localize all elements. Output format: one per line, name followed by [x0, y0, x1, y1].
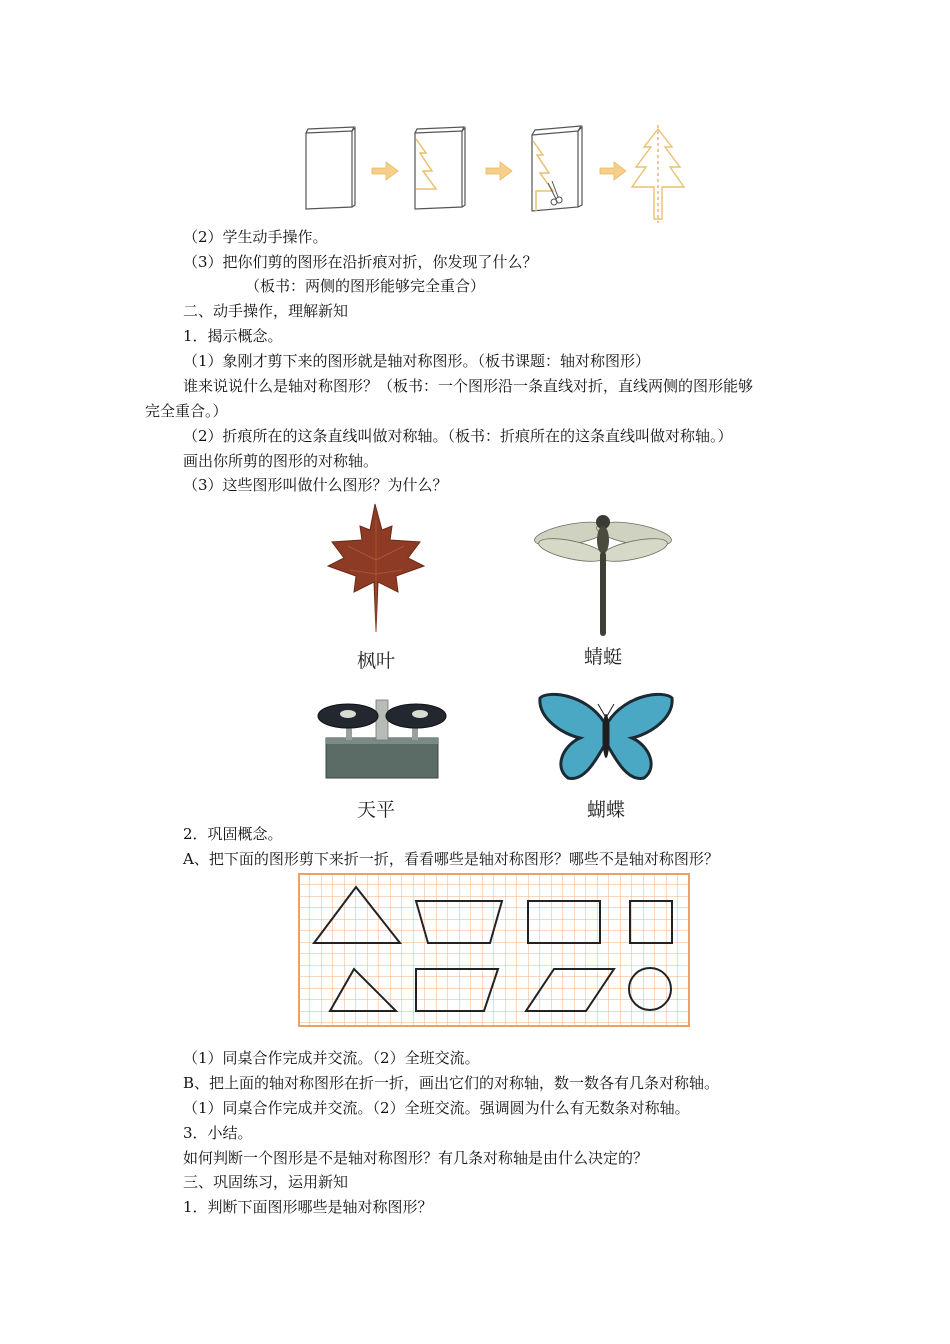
text-line: 完全重合。）	[145, 402, 228, 420]
text-line: （3）把你们剪的图形在沿折痕对折，你发现了什么？	[183, 253, 538, 271]
text-line: 2．巩固概念。	[183, 825, 283, 843]
text-line: 如何判断一个图形是不是轴对称图形？有几条对称轴是由什么决定的？	[183, 1149, 649, 1167]
text-line: 1．判断下面图形哪些是轴对称图形？	[183, 1198, 433, 1216]
arrow-icon	[372, 162, 398, 180]
text-line: 谁来说说什么是轴对称图形？（板书：一个图形沿一条直线对折，直线两侧的图形能够	[183, 377, 754, 395]
text-line: B、把上面的轴对称图形在折一折，画出它们的对称轴，数一数各有几条对称轴。	[183, 1074, 720, 1092]
caption-maple: 枫叶	[356, 650, 395, 672]
maple-leaf-image	[312, 500, 442, 640]
dragonfly-image	[532, 510, 674, 640]
text-line: （3）这些图形叫做什么图形？为什么？	[183, 476, 448, 494]
text-line: （2）学生动手操作。	[183, 228, 328, 246]
folding-sequence-figure	[300, 123, 700, 223]
folded-paper	[306, 127, 355, 209]
text-line: （1）象刚才剪下来的图形就是轴对称图形。（板书课题：轴对称图形）	[183, 352, 651, 370]
text-line: （2）折痕所在的这条直线叫做对称轴。（板书：折痕所在的这条直线叫做对称轴。）	[183, 427, 733, 445]
text-line: 画出你所剪的图形的对称轴。	[183, 452, 379, 470]
half-tree-outline	[416, 139, 436, 189]
caption-butterfly: 蝴蝶	[586, 799, 625, 821]
caption-dragonfly: 蜻蜓	[583, 646, 622, 668]
text-line: （板书：两侧的图形能够完全重合）	[245, 277, 486, 295]
scissors-icon	[548, 181, 562, 205]
text-line: （1）同桌合作完成并交流。（2）全班交流。强调圆为什么有无数条对称轴。	[183, 1099, 690, 1117]
section-heading: 二、动手操作，理解新知	[183, 302, 349, 320]
caption-balance: 天平	[356, 799, 395, 821]
text-line: 1．揭示概念。	[183, 327, 283, 345]
section-heading: 三、巩固练习，运用新知	[183, 1173, 349, 1191]
arrow-icon	[600, 162, 626, 180]
text-line: 3．小结。	[183, 1124, 253, 1142]
balance-scale-image	[312, 690, 452, 782]
butterfly-image	[536, 688, 676, 788]
shapes-grid-figure	[298, 873, 690, 1027]
arrow-icon	[486, 162, 512, 180]
half-tree-outline	[533, 141, 553, 211]
text-line: （1）同桌合作完成并交流。（2）全班交流。	[183, 1049, 480, 1067]
paper-with-outline	[415, 127, 465, 209]
text-line: A、把下面的图形剪下来折一折，看看哪些是轴对称图形？哪些不是轴对称图形？	[183, 850, 719, 868]
